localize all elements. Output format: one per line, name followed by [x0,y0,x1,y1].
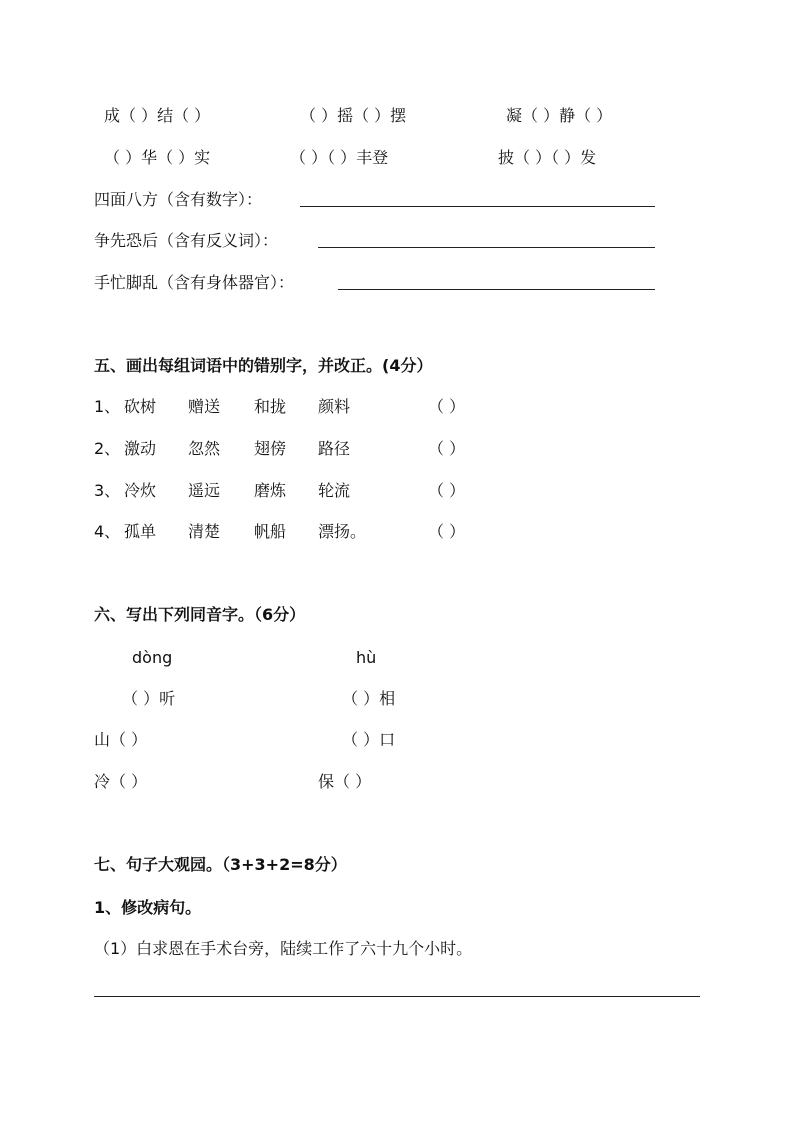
section7-subtitle: 1、修改病句。 [94,898,202,917]
idiom-1-1: 成（ ）结（ ） [104,106,211,125]
answer-blank[interactable]: （ ） [428,397,466,416]
word: 孤单 [124,522,157,541]
sick-sentence: （1）白求恩在手术台旁，陆续工作了六十九个小时。 [94,939,473,958]
idiom-1-2: （ ）摇（ ）摆 [300,106,407,125]
homophone-left-2[interactable]: 山（ ） [94,730,148,749]
word: 漂扬。 [318,522,367,541]
fill-line-body[interactable] [338,289,655,290]
word: 忽然 [188,439,221,458]
fill-line-numbers[interactable] [300,206,655,207]
fill-label-body: 手忙脚乱（含有身体器官）： [94,273,295,292]
homophone-right-1[interactable]: （ ）相 [342,689,396,708]
word: 磨炼 [254,481,287,500]
word: 遥远 [188,481,221,500]
idiom-1-3: 凝（ ）静（ ） [506,106,613,125]
word: 赠送 [188,397,221,416]
homophone-left-1[interactable]: （ ）听 [122,689,176,708]
idiom-2-1: （ ）华（ ）实 [104,148,211,167]
section5-title: 五、画出每组词语中的错别字，并改正。(4分） [94,356,433,375]
homophone-left-3[interactable]: 冷（ ） [94,772,148,791]
answer-blank[interactable]: （ ） [428,439,466,458]
homophone-right-2[interactable]: （ ）口 [342,730,396,749]
word: 砍树 [124,397,157,416]
fill-label-numbers: 四面八方（含有数字）： [94,190,263,209]
word: 轮流 [318,481,351,500]
word: 清楚 [188,522,221,541]
idiom-2-2: （ ）（ ）丰登 [290,148,389,167]
homophone-right-3[interactable]: 保（ ） [318,772,372,791]
pinyin-hu: hù [356,648,377,667]
answer-line[interactable] [94,996,700,997]
word: 冷炊 [124,481,157,500]
word: 路径 [318,439,351,458]
fill-line-antonyms[interactable] [318,247,655,248]
row-number: 2、 [94,439,121,458]
section6-title: 六、写出下列同音字。（6分） [94,605,306,624]
row-number: 1、 [94,397,121,416]
idiom-2-3: 披（ ）（ ）发 [498,148,597,167]
fill-label-antonyms: 争先恐后（含有反义词）： [94,231,279,250]
word: 激动 [124,439,157,458]
answer-blank[interactable]: （ ） [428,522,466,541]
word: 翅傍 [254,439,287,458]
answer-blank[interactable]: （ ） [428,481,466,500]
section7-title: 七、句子大观园。（3+3+2=8分） [94,855,347,874]
word: 和拢 [254,397,287,416]
row-number: 4、 [94,522,121,541]
word: 帆船 [254,522,287,541]
pinyin-dong: dòng [132,648,173,667]
row-number: 3、 [94,481,121,500]
word: 颜料 [318,397,351,416]
